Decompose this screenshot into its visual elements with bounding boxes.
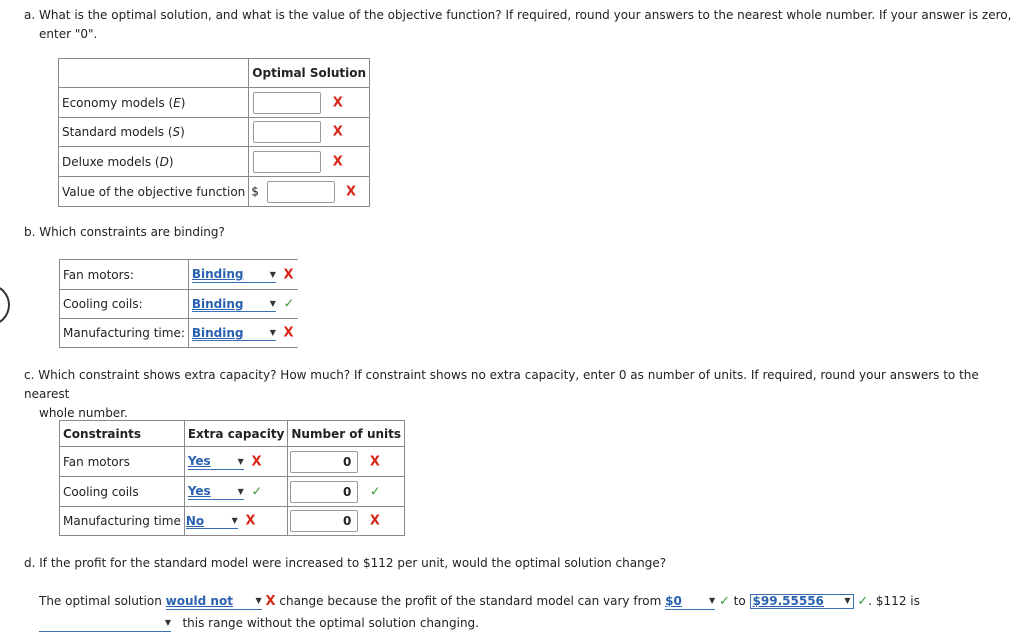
- correct-icon: ✓: [369, 484, 381, 499]
- row-label-cooling-coils: Cooling coils: [60, 477, 185, 507]
- standard-models-input[interactable]: [253, 121, 321, 143]
- dropdown-arrow-icon: ▼: [269, 328, 276, 337]
- incorrect-icon: X: [283, 325, 294, 341]
- correct-icon: ✓: [283, 296, 295, 312]
- optimal-solution-header: Optimal Solution: [249, 59, 370, 88]
- row-label-deluxe: Deluxe models (D): [59, 147, 249, 177]
- extra-capacity-table: [59, 420, 405, 536]
- row-label-objective: Value of the objective function: [59, 177, 249, 207]
- cooling-coils-extra-select[interactable]: Yes ▼: [187, 484, 244, 498]
- part-d-question: d. If the profit for the standard model were increased to $112 per unit, would the optimal solution change?: [24, 556, 667, 570]
- row-label-fan-motors: Fan motors: [60, 447, 185, 477]
- row-label-cooling-coils: Cooling coils:: [60, 290, 189, 319]
- incorrect-icon: X: [265, 594, 276, 609]
- extra-capacity-header: Extra capacity: [184, 421, 288, 447]
- correct-icon: ✓: [251, 484, 263, 499]
- part-d-answer-line-2: ▼ this range without the optimal solution changing.: [39, 614, 479, 632]
- row-label-manufacturing-time: Manufacturing time: [60, 507, 185, 536]
- manufacturing-time-binding-select[interactable]: Binding ▼: [191, 325, 276, 340]
- optimal-solution-table: [58, 58, 370, 207]
- incorrect-icon: X: [346, 184, 357, 199]
- incorrect-icon: X: [251, 454, 262, 469]
- incorrect-icon: X: [245, 513, 256, 529]
- partial-circle-graphic: [0, 284, 10, 326]
- incorrect-icon: X: [369, 513, 380, 529]
- constraints-header: Constraints: [60, 421, 185, 447]
- fan-motors-binding-select[interactable]: Binding ▼: [191, 267, 276, 281]
- table-row: [59, 118, 370, 147]
- incorrect-icon: X: [369, 454, 380, 469]
- row-label-economy: Economy models (E): [59, 88, 249, 118]
- number-of-units-header: Number of units: [288, 421, 405, 447]
- table-row: [60, 507, 405, 536]
- dropdown-arrow-icon: ▼: [164, 618, 171, 627]
- row-label-fan-motors: Fan motors:: [60, 260, 189, 290]
- table-row: [59, 88, 370, 118]
- row-label-manufacturing-time: Manufacturing time:: [60, 319, 189, 348]
- part-d-answer-line-1: The optimal solution would not ▼ X change because the profit of the standard model can vary from $0 ▼ ✓ to $99.55556 ▼ ✓. $112 is: [39, 594, 920, 609]
- dropdown-arrow-icon: ▼: [708, 596, 716, 605]
- fan-motors-units-input[interactable]: 0: [290, 451, 358, 473]
- objective-value-input[interactable]: [267, 181, 335, 203]
- dropdown-arrow-icon: ▼: [237, 456, 244, 466]
- part-a-question: a. What is the optimal solution, and what is the value of the objective function? If required, round your answers to the nearest whole number. If your answer is zero, enter "0".: [24, 8, 1012, 41]
- deluxe-models-input[interactable]: [253, 151, 321, 173]
- binding-constraints-table: [59, 259, 298, 348]
- table-row: [60, 447, 405, 477]
- dropdown-arrow-icon: ▼: [255, 596, 262, 605]
- row-label-standard: Standard models (S): [59, 118, 249, 147]
- fan-motors-extra-select[interactable]: Yes ▼: [187, 454, 244, 468]
- incorrect-icon: X: [332, 95, 343, 110]
- table-row: [60, 477, 405, 507]
- part-c-question: c. Which constraint shows extra capacity? How much? If constraint shows no extra capacity, enter 0 as number of units. If required, round your answers to the nearest whole number.: [24, 368, 979, 420]
- manufacturing-time-extra-select[interactable]: No ▼: [185, 513, 238, 528]
- table-row: [60, 260, 299, 290]
- dollar-prefix: $: [251, 184, 259, 198]
- would-select[interactable]: would not ▼: [165, 594, 262, 608]
- table-row: [59, 147, 370, 177]
- table-row: [60, 319, 299, 348]
- table-row: [59, 177, 370, 207]
- empty-header-cell: [59, 59, 249, 88]
- incorrect-icon: X: [283, 267, 294, 282]
- dropdown-arrow-icon: ▼: [269, 269, 276, 279]
- range-to-select[interactable]: $99.55556 ▼: [750, 594, 854, 609]
- dropdown-arrow-icon: ▼: [237, 486, 244, 496]
- correct-icon: ✓: [718, 594, 730, 609]
- within-range-select[interactable]: [39, 616, 171, 632]
- range-from-select[interactable]: $0 ▼: [665, 594, 716, 608]
- manufacturing-time-units-input[interactable]: 0: [290, 510, 358, 532]
- cooling-coils-units-input[interactable]: 0: [290, 481, 358, 503]
- part-b-question: b. Which constraints are binding?: [24, 225, 225, 239]
- dropdown-arrow-icon: ▼: [269, 299, 276, 308]
- incorrect-icon: X: [332, 154, 343, 169]
- incorrect-icon: X: [332, 124, 343, 140]
- dropdown-arrow-icon: ▼: [231, 516, 238, 525]
- table-row: [60, 290, 299, 319]
- dropdown-arrow-icon: ▼: [844, 596, 851, 605]
- cooling-coils-binding-select[interactable]: Binding ▼: [191, 296, 276, 311]
- economy-models-input[interactable]: [253, 92, 321, 114]
- correct-icon: ✓: [857, 594, 869, 609]
